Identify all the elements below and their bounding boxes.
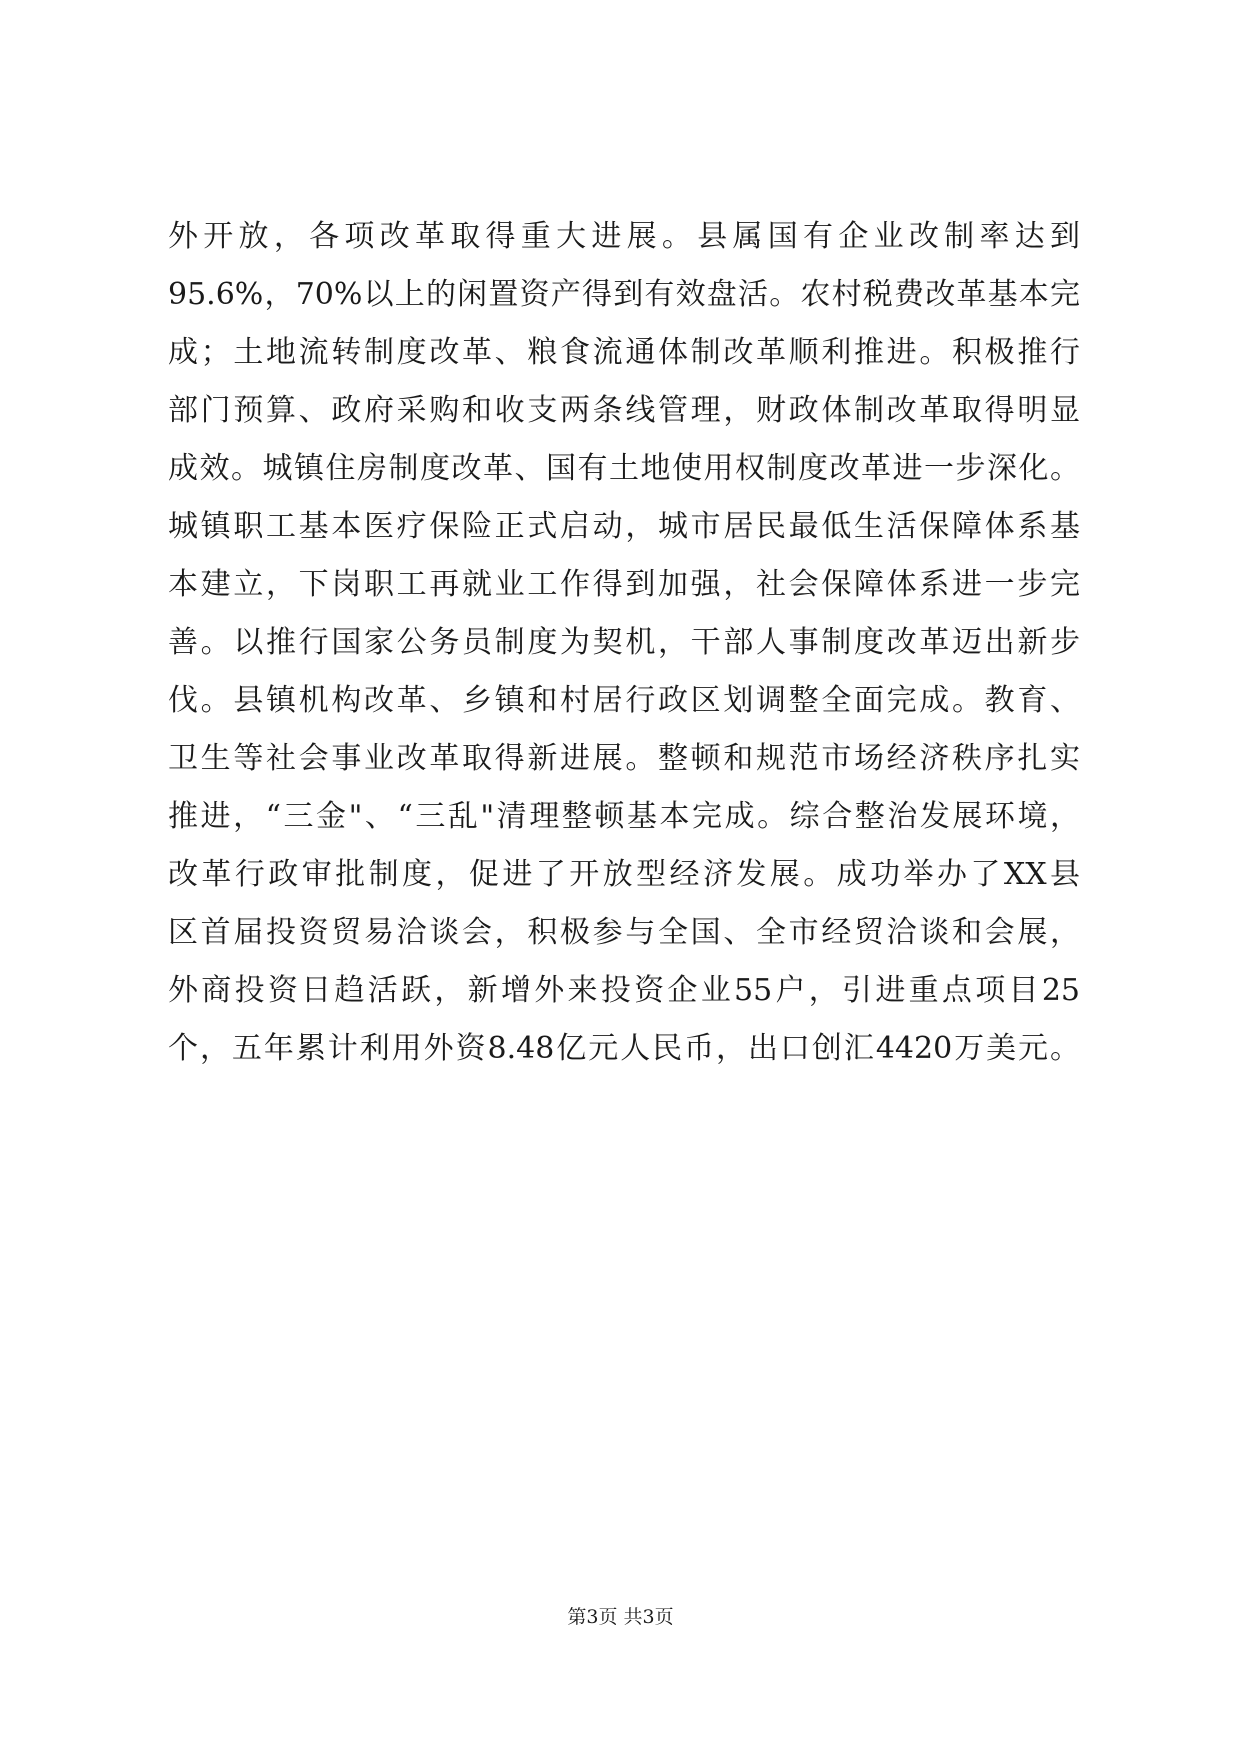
text-line: 外开放，各项改革取得重大进展。县属国有企业改制率达到	[168, 219, 1080, 254]
page-number-footer: 第3页 共3页	[567, 1606, 674, 1628]
text-line: 外商投资日趋活跃，新增外来投资企业55户，引进重点项目25	[168, 973, 1080, 1008]
text-line: 部门预算、政府采购和收支两条线管理，财政体制改革取得明显	[168, 393, 1080, 428]
text-line: 善。以推行国家公务员制度为契机，干部人事制度改革迈出新步	[168, 625, 1080, 660]
text-line: 个，五年累计利用外资8.48亿元人民币，出口创汇4420万美元。	[168, 1031, 1080, 1066]
text-line: 伐。县镇机构改革、乡镇和村居行政区划调整全面完成。教育、	[168, 683, 1080, 718]
text-line: 推进，“三金"、“三乱"清理整顿基本完成。综合整治发展环境，	[168, 799, 1080, 834]
text-line: 本建立，下岗职工再就业工作得到加强，社会保障体系进一步完	[168, 567, 1080, 602]
text-line: 改革行政审批制度，促进了开放型经济发展。成功举办了XX县	[168, 857, 1080, 892]
text-line: 成；土地流转制度改革、粮食流通体制改革顺利推进。积极推行	[168, 335, 1080, 370]
text-line: 成效。城镇住房制度改革、国有土地使用权制度改革进一步深化。	[168, 451, 1080, 486]
text-line: 卫生等社会事业改革取得新进展。整顿和规范市场经济秩序扎实	[168, 741, 1080, 776]
text-line: 区首届投资贸易洽谈会，积极参与全国、全市经贸洽谈和会展，	[168, 915, 1080, 950]
text-line: 城镇职工基本医疗保险正式启动，城市居民最低生活保障体系基	[168, 509, 1080, 544]
body-paragraph	[168, 208, 1080, 1078]
text-line: 95.6%，70%以上的闲置资产得到有效盘活。农村税费改革基本完	[168, 277, 1080, 312]
